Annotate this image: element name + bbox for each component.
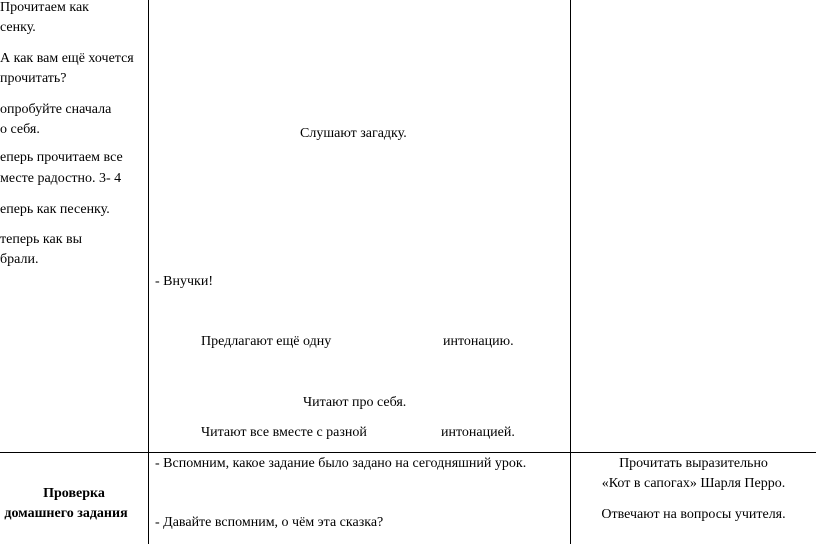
- grandchildren-text: - Внучки!: [155, 274, 213, 289]
- student-line: Отвечают на вопросы учителя.: [601, 507, 786, 522]
- col1-line: сенку.: [0, 20, 36, 35]
- col1-line: о себя.: [0, 122, 40, 137]
- col1-line: А как вам ещё хочется: [0, 51, 134, 66]
- col1-line: опробуйте сначала: [0, 102, 112, 117]
- student-line: Прочитать выразительно: [619, 456, 768, 471]
- col1-line: Прочитаем как: [0, 0, 89, 15]
- col1-line: еперь как песенку.: [0, 202, 110, 217]
- offer-text-right: интонацию.: [443, 334, 514, 349]
- col1-line: месте радостно. 3- 4: [0, 171, 122, 186]
- col1-line: прочитать?: [0, 71, 67, 86]
- student-line: «Кот в сапогах» Шарля Перро.: [601, 476, 786, 491]
- column-divider-1: [148, 0, 149, 544]
- col1-line: брали.: [0, 252, 39, 267]
- col1-line: еперь прочитаем все: [0, 150, 123, 165]
- offer-text-left: Предлагают ещё одну: [201, 334, 332, 349]
- read-self-text: Читают про себя.: [303, 395, 407, 410]
- teacher-line: - Вспомним, какое задание было задано на сегодняшний урок.: [155, 456, 527, 471]
- teacher-line: - Давайте вспомним, о чём эта сказка?: [155, 515, 384, 530]
- stage-title-line1: Проверка: [43, 486, 105, 501]
- col1-line: теперь как вы: [0, 232, 83, 247]
- riddle-text: Слушают загадку.: [300, 126, 407, 141]
- row-divider: [0, 452, 816, 453]
- read-all-left: Читают все вместе с разной: [201, 425, 367, 440]
- stage-title-line2: домашнего задания: [4, 506, 128, 521]
- read-all-right: интонацией.: [441, 425, 515, 440]
